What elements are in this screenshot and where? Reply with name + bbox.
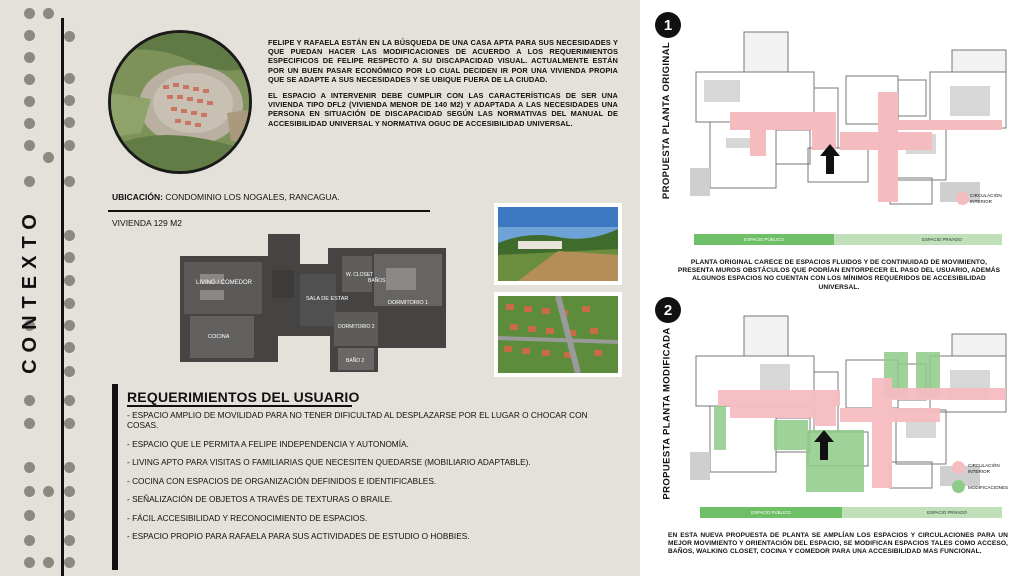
list-item: - ESPACIO QUE LE PERMITA A FELIPE INDEPENDENCIA Y AUTONOMÍA. — [127, 438, 409, 449]
proposal-1-caption: PLANTA ORIGINAL CARECE DE ESPACIOS FLUIDOS Y DE CONTINUIDAD DE MOVIMIENTO, PRESENTA MUROS OBSTÁCULOS QUE PODRÍAN ENTORPECER EL PASO DEL USUARIO, ADEMÁS ALGUNOS ESPACIOS NO CUENTAN CON LOS MÍNIMOS REQUERIDOS DE ACCESIBILIDAD UNIVERSAL. — [677, 259, 1001, 291]
original-floorplan — [690, 28, 1012, 206]
proposal-2-title: PROPUESTA PLANTA MODIFICADA — [661, 326, 673, 500]
room-cocina: COCINA — [208, 334, 230, 340]
vertical-rule — [61, 18, 64, 576]
room-sala: SALA DE ESTAR — [306, 296, 349, 302]
room-banos: BAÑOS — [368, 278, 386, 284]
list-item: - FÁCIL ACCESIBILIDAD Y RECONOCIMIENTO DE ESPACIOS. — [127, 512, 368, 523]
intro-paragraph-2: EL ESPACIO A INTERVENIR DEBE CUMPLIR CON LAS CARACTERÍSTICAS DE SER UNA VIVIENDA TIPO DFL2 (VIVIENDA MENOR DE 140 M2) Y ADAPTADA A LAS NECESIDADES UNA PERSONA EN SITUACIÓN DE DISCAPACIDAD SEGÚN LAS NORMATIVAS DEL MANUAL DE ACCESIBILIDAD UNIVERSAL Y NORMATIVA OGUC DE ACCESIBILIDAD UNIVERSAL. — [268, 91, 618, 128]
modification-legend-label: MODIFICACIONES — [968, 485, 1009, 490]
satellite-map-image — [108, 30, 252, 174]
circulation-legend-swatch — [952, 461, 965, 474]
proposal-1-number: 1 — [655, 12, 681, 38]
list-item: - SEÑALIZACIÓN DE OBJETOS A TRAVÉS DE TEXTURAS O BRAILE. — [127, 494, 393, 504]
proposal-2-caption: EN ESTA NUEVA PROPUESTA DE PLANTA SE AMPLÍAN LOS ESPACIOS Y CIRCULACIONES PARA UN MEJOR MOVIMIENTO Y ORIENTACIÓN DEL ESPACIO, SE MODIFICAN ESPACIOS TALES COMO ACCESO, BAÑOS, WALKING CLOSET, COCINA Y COMEDOR PARA UNA ACCESIBILIDAD MAS FUNCIONAL. — [668, 532, 1008, 556]
aerial-render-photo — [494, 292, 622, 377]
private-space-bar: ESPACIO PRIVADO — [882, 234, 1002, 245]
room-living: LIVING / COMEDOR — [196, 280, 253, 286]
proposal-2-number: 2 — [655, 297, 681, 323]
room-bano2: BAÑO 2 — [346, 358, 365, 364]
room-dorm2: DORMITORIO 2 — [338, 324, 375, 330]
dwelling-label: VIVIENDA 129 M2 — [112, 218, 182, 228]
floorplan-3d-render — [160, 234, 446, 372]
room-wcloset: W. CLOSET — [346, 272, 374, 278]
intro-text — [268, 38, 618, 135]
circulation-legend-label: CIRCULACIÓN INTERIOR — [970, 193, 1002, 204]
private-space-bar: ESPACIO PRIVADO — [892, 507, 1002, 518]
location-line — [112, 192, 340, 202]
public-space-bar: ESPACIO PÚBLICO — [694, 234, 834, 245]
list-item: - LIVING APTO PARA VISITAS O FAMILIARIAS QUE NECESITEN QUEDARSE (MOBILIARIO ADAPTABLE). — [127, 457, 531, 467]
requirements-bar — [112, 384, 118, 570]
public-space-bar: ESPACIO PÚBLICO — [700, 507, 842, 518]
requirements-title: REQUERIMIENTOS DEL USUARIO — [127, 389, 360, 405]
circulation-legend-label: CIRCULACIÓN INTERIOR — [968, 463, 1000, 474]
requirements-underline — [127, 405, 352, 407]
transition-bar — [842, 507, 892, 518]
requirements-list — [127, 410, 617, 550]
intro-paragraph-1: FELIPE Y RAFAELA ESTÁN EN LA BÚSQUEDA DE UNA CASA APTA PARA SUS NECESIDADES Y QUE PUEDAN HACER LAS MODIFICACIONES DE ACUERDO A LOS REQUERIMIENTOS ESPECIFICOS DE FELIPE RESPECTO A SU DISCAPACIDAD VISUAL. ACTUALMENTE ESTÁN POR UN BUEN PASAR ECONÓMICO POR LO CUAL DECIDEN IR POR UNA VIVIENDA PROPIA QUE SE ADAPTE A SUS NECESIDADES Y SE UBIQUE FUERA DE LA CIUDAD. — [268, 38, 618, 84]
location-label: UBICACIÓN: — [112, 192, 163, 202]
list-item: - ESPACIO PROPIO PARA RAFAELA PARA SUS ACTIVIDADES DE ESTUDIO O HOBBIES. — [127, 531, 470, 541]
room-dorm1: DORMITORIO 1 — [388, 300, 429, 306]
modification-legend-swatch — [952, 480, 965, 493]
circulation-legend-swatch — [956, 192, 969, 205]
list-item: - ESPACIO AMPLIO DE MOVILIDAD PARA NO TENER DIFICULTAD AL DESPLAZARSE POR EL LUGAR O CHOCAR CON COSAS. — [127, 410, 588, 430]
proposal-1-title: PROPUESTA PLANTA ORIGINAL — [661, 41, 673, 199]
entrance-photo — [494, 203, 622, 285]
list-item: - COCINA CON ESPACIOS DE ORGANIZACIÓN DEFINIDOS E IDENTIFICABLES. — [127, 475, 437, 486]
divider — [108, 210, 430, 212]
section-title: CONTEXTO — [18, 206, 41, 374]
location-value: CONDOMINIO LOS NOGALES, RANCAGUA. — [165, 192, 340, 202]
transition-bar — [834, 234, 882, 245]
